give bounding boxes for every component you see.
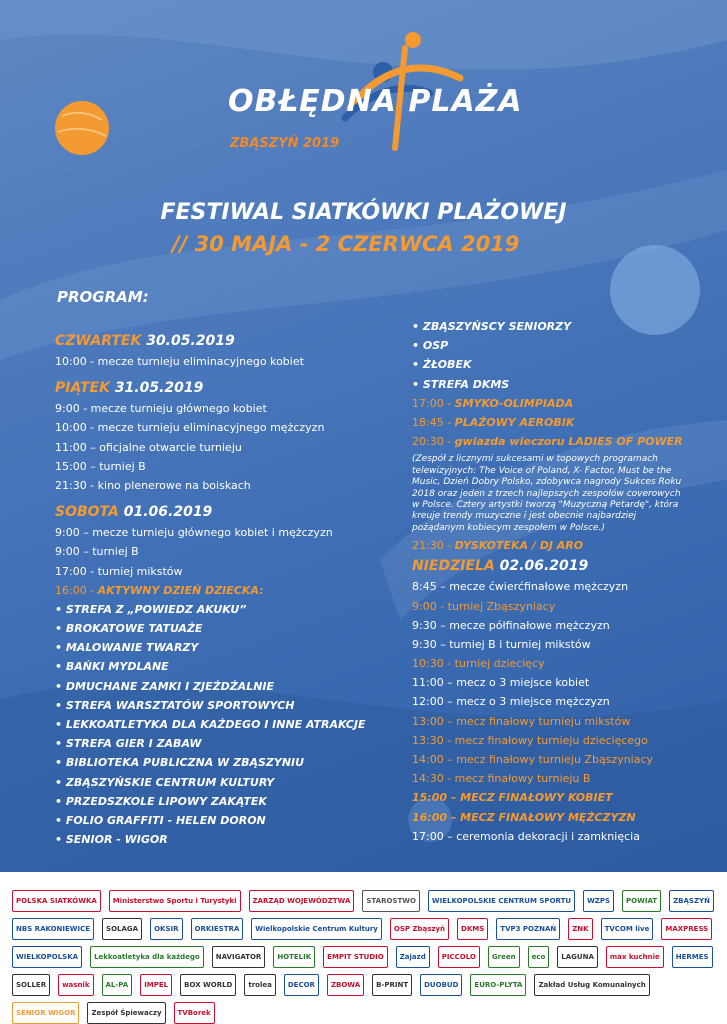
sunday-event: 14:30 - mecz finałowy turnieju B [412, 772, 591, 786]
sponsor-logo: POLSKA SIATKÓWKA [12, 890, 101, 912]
event-line: 10:00 - mecze turnieju eliminacyjnego kobiet [55, 355, 304, 368]
day-name: NIEDZIELA [412, 558, 495, 575]
sunday-events [412, 577, 692, 846]
event-line: 17:00 - turniej mikstów [55, 564, 183, 578]
kids-item: • ŻŁOBEK [412, 358, 472, 372]
day-date: 01.06.2019 [123, 504, 213, 521]
event-line: 9:00 – turniej B [55, 545, 139, 559]
sponsor-logo: SENIOR WIGOR [12, 1002, 79, 1024]
kids-item: • OSP [412, 339, 449, 353]
sponsor-logo: DUOBUD [420, 974, 462, 996]
sponsor-logo: HOTELIK [273, 946, 315, 968]
sponsor-logo: Lekkoatletyka dla każdego [90, 946, 204, 968]
kids-item: • ZBĄSZYŃSCY SENIORZY [412, 320, 572, 333]
sponsor-logo: HERMES [672, 946, 713, 968]
festival-dates: // 30 MAJA - 2 CZERWCA 2019 [172, 232, 520, 256]
sponsor-logo: Green [488, 946, 520, 968]
program-left-column [55, 330, 385, 849]
event-line: 15:00 – turniej B [55, 459, 146, 473]
sponsor-logo: ZARZĄD WOJEWÓDZTWA [249, 890, 355, 912]
sponsor-logo: WZPS [583, 890, 614, 912]
event-label: DYSKOTEKA / DJ ARO [454, 539, 584, 553]
sponsor-logo: B-PRINT [372, 974, 412, 996]
kids-item: • BROKATOWE TATUAŻE [55, 622, 203, 636]
event-label: SMYKO-OLIMPIADA [454, 396, 574, 410]
sponsor-logo: MAXPRESS [661, 918, 712, 940]
kids-item: • MALOWANIE TWARZY [55, 641, 199, 655]
sponsor-logo: ZBOWA [327, 974, 364, 996]
day-friday [55, 377, 385, 399]
kids-item: • BAŃKI MYDLANE [55, 660, 169, 674]
sunday-event: 9:30 – turniej B i turniej mikstów [412, 637, 591, 651]
sunday-event: 14:00 – mecz finałowy turnieju Zbąszyniacy [412, 753, 654, 767]
sunday-event: 10:30 - turniej dziecięcy [412, 657, 545, 671]
sponsor-logo: OSP Zbąszyń [390, 918, 449, 940]
day-saturday [55, 501, 385, 523]
logo-name: OBŁĘDNA PLAŻA [228, 84, 523, 119]
sponsor-logo: NAVIGATOR [212, 946, 266, 968]
sponsor-logo: TVBorek [174, 1002, 215, 1024]
kids-item: • LEKKOATLETYKA DLA KAŻDEGO I INNE ATRAKCJE [55, 718, 366, 731]
sponsor-logo: PICCOLO [438, 946, 480, 968]
kids-item: • STREFA WARSZTATÓW SPORTOWYCH [55, 698, 295, 712]
event-line: 9:00 – mecze turnieju głównego kobiet i mężczyzn [55, 526, 333, 540]
sponsors-footer [0, 872, 727, 1024]
sponsor-logo: eco [528, 946, 550, 968]
event-time: 17:00 - [412, 396, 452, 410]
evening-event [412, 394, 692, 413]
sponsor-logo: BOX WORLD [180, 974, 236, 996]
kids-item: • STREFA GIER I ZABAW [55, 737, 202, 751]
sponsor-logo: DKMS [457, 918, 488, 940]
day-thursday [55, 330, 385, 352]
sponsor-logo: WIELKOPOLSKA [12, 946, 82, 968]
day-name: SOBOTA [55, 504, 119, 521]
kids-day-title: AKTYWNY DZIEŃ DZIECKA: [97, 583, 264, 597]
kids-item: • STREFA DKMS [412, 377, 510, 391]
sponsor-logos [12, 890, 717, 1024]
sponsor-logo: max kuchnie [606, 946, 664, 968]
sponsor-logo: AL-PA [102, 974, 133, 996]
kids-day-heading [55, 581, 385, 600]
day-name: PIĄTEK [55, 380, 110, 397]
event-label: gwiazda wieczoru LADIES OF POWER [454, 435, 683, 449]
sponsor-logo: ZNK [568, 918, 592, 940]
sponsor-logo: WIELKOPOLSKIE CENTRUM SPORTU [428, 890, 575, 912]
kids-item: • DMUCHANE ZAMKI I ZJEŻDŻALNIE [55, 679, 275, 693]
kids-item: • SENIOR - WIGOR [55, 833, 168, 847]
day-name: CZWARTEK [55, 333, 142, 349]
sponsor-logo: ZBĄSZYŃ [669, 890, 714, 912]
kids-day-time: 16:00 - [55, 583, 95, 597]
sponsor-logo: Zajazd [396, 946, 430, 968]
program-heading: PROGRAM: [57, 288, 149, 306]
sunday-event: 9:00 - turniej Zbąszyniacy [412, 599, 556, 613]
sponsor-logo: Ministerstwo Sportu i Turystyki [109, 890, 241, 912]
sponsor-logo: OKSIR [150, 918, 182, 940]
sponsor-logo: ORKIESTRA [191, 918, 244, 940]
event-time: 20:30 - [412, 435, 452, 449]
event-label: PLAŻOWY AEROBIK [454, 415, 575, 429]
sponsor-logo: SOLLER [12, 974, 50, 996]
sponsor-logo: SOLAGA [102, 918, 142, 940]
kids-item: • BIBLIOTEKA PUBLICZNA W ZBĄSZYNIU [55, 756, 305, 770]
event-time: 18:45 - [412, 415, 452, 429]
sponsor-logo: EURO-PLYTA [470, 974, 526, 996]
event-line: 10:00 - mecze turnieju eliminacyjnego mężczyzn [55, 421, 325, 435]
sponsor-logo: LAGUNA [557, 946, 598, 968]
kids-item: • STREFA Z „POWIEDZ AKUKU” [55, 602, 247, 616]
sunday-event: 11:00 – mecz o 3 miejsce kobiet [412, 676, 590, 690]
sunday-event: 15:00 – MECZ FINAŁOWY KOBIET [412, 791, 613, 805]
sponsor-logo: wasnik [58, 974, 93, 996]
kids-item: • PRZEDSZKOLE LIPOWY ZAKĄTEK [55, 794, 267, 808]
event-time: 21:30 - [412, 539, 452, 553]
sponsor-logo: POWIAT [622, 890, 661, 912]
day-date: 02.06.2019 [499, 558, 589, 575]
day-date: 31.05.2019 [114, 380, 204, 397]
band-description: (Zespół z licznymi sukcesami w topowych programach telewizyjnych: The Voice of Poland, X- Factor, Must be the Music, Dzień Dobry Polsko, zdobywca nagrody Sukces Roku 2018 oraz jeden z trzech najlepszych zespołów coverowych w Polsce. Cztery artystki tworzą "Muzyczną Petardę", która kreuje trendy muzyczne i jest obecnie najbardziej pożądanym kobiecym zespołem w Polsce.) [412, 454, 682, 533]
sponsor-logo: STAROSTWO [362, 890, 420, 912]
sunday-event: 16:00 – MECZ FINAŁOWY MĘŻCZYZN [412, 810, 636, 824]
sponsor-logo: Zespół Śpiewaczy [87, 1002, 165, 1024]
sunday-event: 9:30 – mecze półfinałowe mężczyzn [412, 618, 610, 632]
sponsor-logo: Wielkopolskie Centrum Kultury [251, 918, 382, 940]
evening-event [412, 432, 692, 451]
sponsor-logo: EMPIT STUDIO [323, 946, 388, 968]
sponsor-logo: NBS RAKONIEWICE [12, 918, 94, 940]
evening-event [412, 413, 692, 432]
logo-subtitle: ZBĄSZYŃ 2019 [230, 136, 340, 151]
sponsor-logo: TVP3 POZNAŃ [496, 918, 560, 940]
event-line: 9:00 - mecze turnieju głównego kobiet [55, 402, 267, 416]
sponsor-logo: IMPEL [140, 974, 172, 996]
day-sunday [412, 555, 692, 577]
sponsor-logo: DECOR [284, 974, 319, 996]
kids-item: • FOLIO GRAFFITI - HELEN DORON [55, 813, 266, 827]
event-line: 11:00 – oficjalne otwarcie turnieju [55, 440, 242, 454]
kids-item: • ZBĄSZYŃSKIE CENTRUM KULTURY [55, 775, 275, 789]
sunday-event: 13:30 - mecz finałowy turnieju dziecięcego [412, 733, 648, 747]
disco-event [412, 536, 692, 555]
festival-title: FESTIWAL SIATKÓWKI PLAŻOWEJ [160, 200, 567, 225]
day-date: 30.05.2019 [146, 333, 235, 349]
sunday-event: 17:00 – ceremonia dekoracji i zamknięcia [412, 829, 640, 843]
sponsor-logo: Zakład Usług Komunalnych [534, 974, 649, 996]
program-right-column [412, 317, 692, 846]
sunday-event: 8:45 – mecze ćwierćfinałowe mężczyzn [412, 580, 629, 594]
sunday-event: 13:00 – mecz finałowy turnieju mikstów [412, 714, 631, 728]
sponsor-logo: trolea [244, 974, 275, 996]
event-line: 21:30 - kino plenerowe na boiskach [55, 478, 251, 492]
sunday-event: 12:00 – mecz o 3 miejsce mężczyzn [412, 695, 610, 709]
sponsor-logo: TVCOM live [601, 918, 654, 940]
